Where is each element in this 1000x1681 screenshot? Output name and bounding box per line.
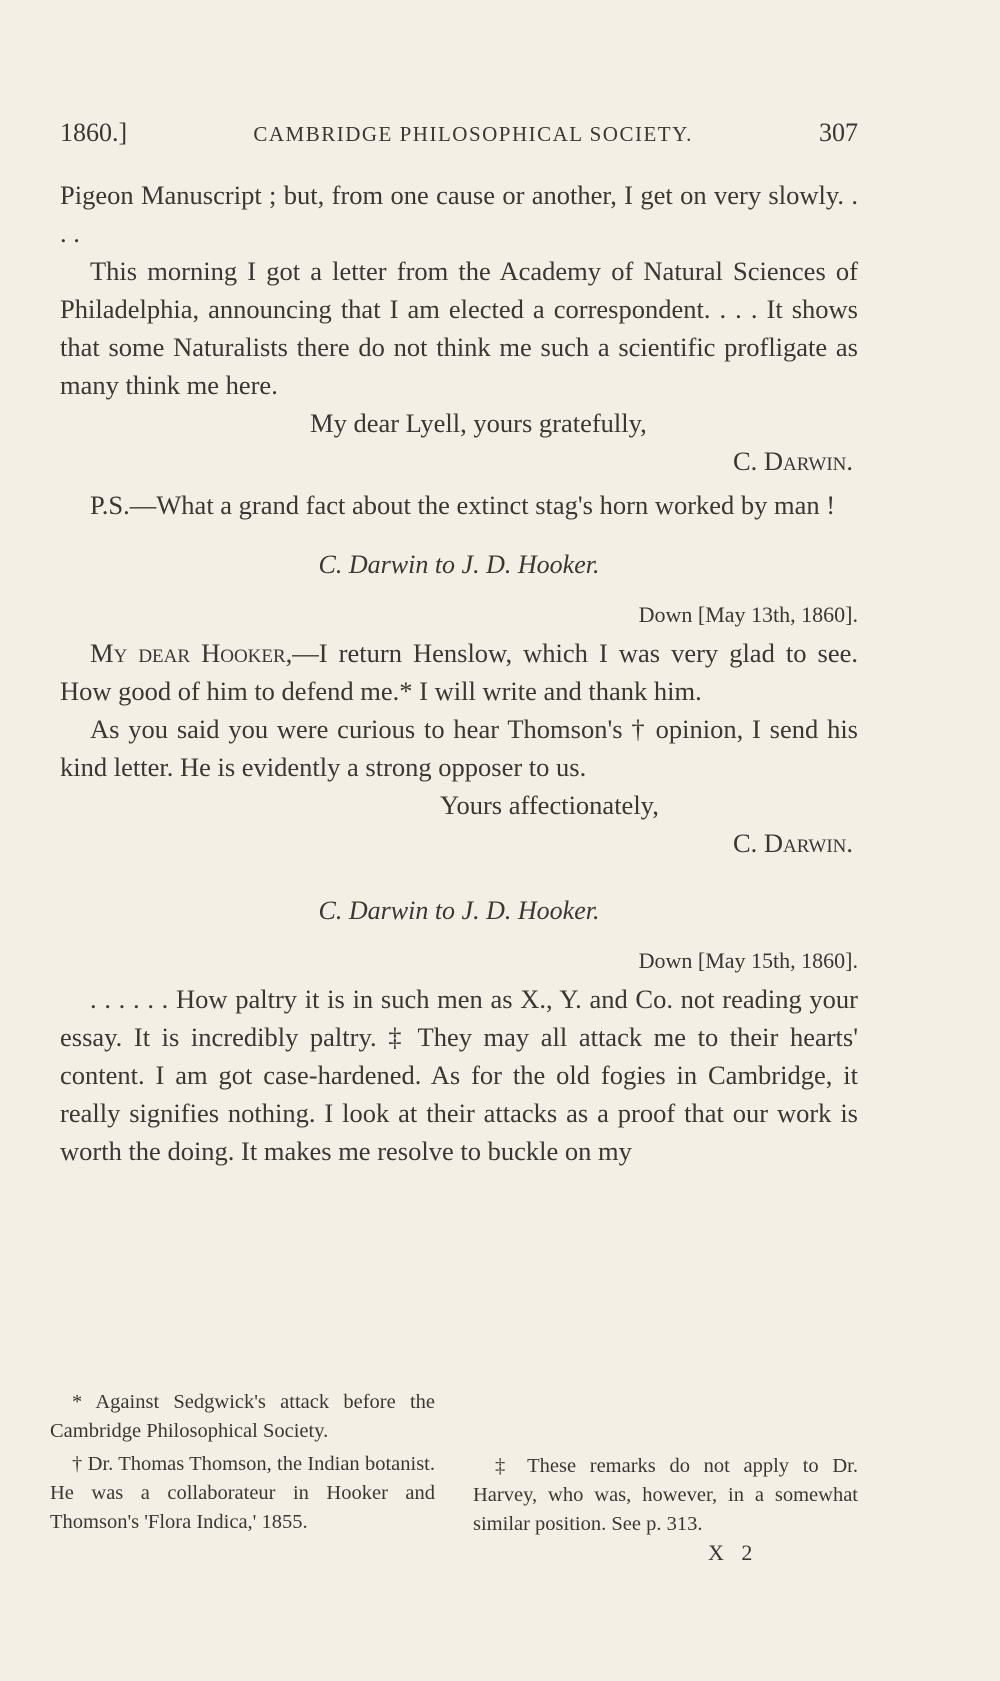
footnote-3: ‡ These remarks do not apply to Dr. Harvey, who was, however, in a somewhat similar position. See p. 313. [473,1455,858,1535]
letter2-dateline: Down [May 13th, 1860]. [638,602,858,627]
letter1-closing: My dear Lyell, yours gratefully, [310,408,647,438]
main-text [60,176,858,1170]
letter2-heading: C. Darwin to J. D. Hooker. [318,550,600,579]
letter3-para1: . . . . . . How paltry it is in such men as X., Y. and Co. not reading your essay. It is incredibly paltry. ‡ They may all attack me to their hearts' content. I am got case-hardened. As for the old fogies in Cambridge, it really signifies nothing. I look at their attacks as a proof that our work is worth the doing. It makes me resolve to buckle on my [60,984,858,1166]
running-header [60,118,858,148]
letter2-para2: As you said you were curious to hear Thomson's † opinion, I send his kind letter. He is evidently a strong opposer to us. [60,714,858,782]
header-title: CAMBRIDGE PHILOSOPHICAL SOCIETY. [253,122,693,146]
footnotes [50,1388,858,1539]
footnotes-left-column [50,1388,435,1539]
letter3-heading: C. Darwin to J. D. Hooker. [318,896,600,925]
letter2-salutation: My dear Hooker, [90,638,293,668]
printer-signature-mark: X 2 [708,1540,759,1565]
letter2-para1 [60,634,858,710]
letter1-postscript: P.S.—What a grand fact about the extinct stag's horn worked by man ! [90,490,836,520]
letter3-dateline: Down [May 15th, 1860]. [638,948,858,973]
letter2-signature: C. Darwin. [732,828,853,858]
letter1-signature: C. Darwin. [732,446,853,476]
footnote-2: † Dr. Thomas Thomson, the Indian botanist. He was a collaborateur in Hooker and Thomson's 'Flora Indica,' 1855. [50,1453,435,1533]
header-year: 1860.] [60,118,128,147]
letter2-para1-text: —I return Henslow, which I was very glad to see. How good of him to defend me.* I will write and thank him. [60,638,858,706]
letter2-closing: Yours affectionately, [440,790,659,820]
letter1-para2: This morning I got a letter from the Academy of Natural Sciences of Philadelphia, announcing that I am elected a correspondent. . . . It shows that some Naturalists there do not think me such a scientific profligate as many think me here. [60,256,858,400]
footnotes-right-column [473,1388,858,1539]
page-number: 307 [819,118,858,147]
footnote-1: * Against Sedgwick's attack before the Cambridge Philosophical Society. [50,1391,435,1442]
letter1-para1: Pigeon Manuscript ; but, from one cause or another, I get on very slowly. . . . [60,180,858,248]
